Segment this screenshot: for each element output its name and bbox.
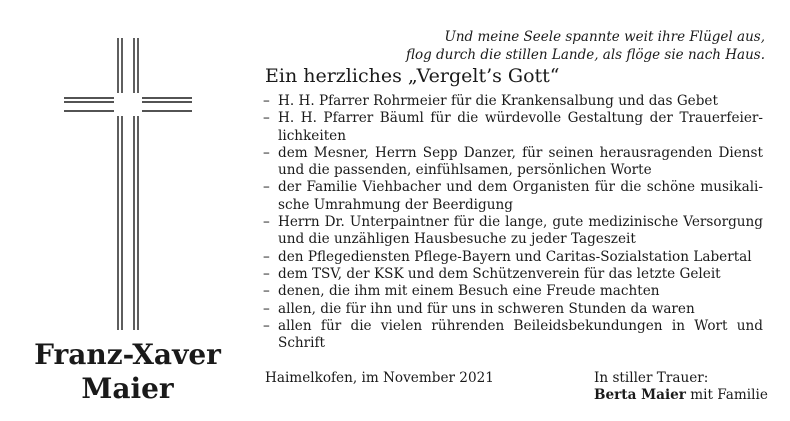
mourners-block: [594, 370, 768, 404]
list-item: – H. H. Pfarrer Rohrmeier für die Krankensalbung und das Gebet: [263, 93, 763, 110]
list-item: – H. H. Pfarrer Bäuml für die würdevolle Gestaltung der Trauerfeierlichkeiten: [263, 110, 763, 145]
list-item: – Herrn Dr. Unterpaintner für die lange, gute medizinische Versorgung und die unzähligen Hausbesuche zu jeder Tageszeit: [263, 214, 763, 249]
quote-line-2: flog durch die stillen Lande, als flöge sie nach Haus.: [405, 47, 765, 63]
mourning-label: In stiller Trauer:: [594, 370, 709, 386]
poem-quote: [400, 28, 765, 64]
list-item: – denen, die ihm mit einem Besuch eine Freude machten: [263, 283, 763, 300]
mourner-suffix: mit Familie: [685, 387, 768, 403]
list-item: – allen für die vielen rührenden Beileidsbekundungen in Wort und Schrift: [263, 318, 763, 353]
list-item: – dem Mesner, Herrn Sepp Danzer, für seinen herausragenden Dienst und die passenden, einfühlsamen, persönlichen Worte: [263, 145, 763, 180]
quote-line-1: Und meine Seele spannte weit ihre Flügel aus,: [444, 29, 765, 45]
mourner-name: Berta Maier: [594, 387, 686, 403]
deceased-first-name: Franz-Xaver: [34, 338, 221, 371]
thanks-list: [263, 93, 763, 352]
list-item: – dem TSV, der KSK und dem Schützenverein für das letzte Geleit: [263, 266, 763, 283]
list-item: – den Pflegediensten Pflege-Bayern und Caritas-Sozialstation Labertal: [263, 249, 763, 266]
deceased-last-name: Maier: [81, 372, 174, 405]
mourners-line: [594, 387, 768, 404]
list-item: – der Familie Viehbacher und dem Organisten für die schöne musikalische Umrahmung der Beerdigung: [263, 179, 763, 214]
place-date: Haimelkofen, im November 2021: [265, 370, 494, 386]
list-item: – allen, die für ihn und für uns in schweren Stunden da waren: [263, 301, 763, 318]
deceased-name: [15, 338, 240, 406]
thanks-heading: Ein herzliches „Vergelt’s Gott“: [265, 65, 560, 87]
cross-icon: [64, 38, 192, 330]
